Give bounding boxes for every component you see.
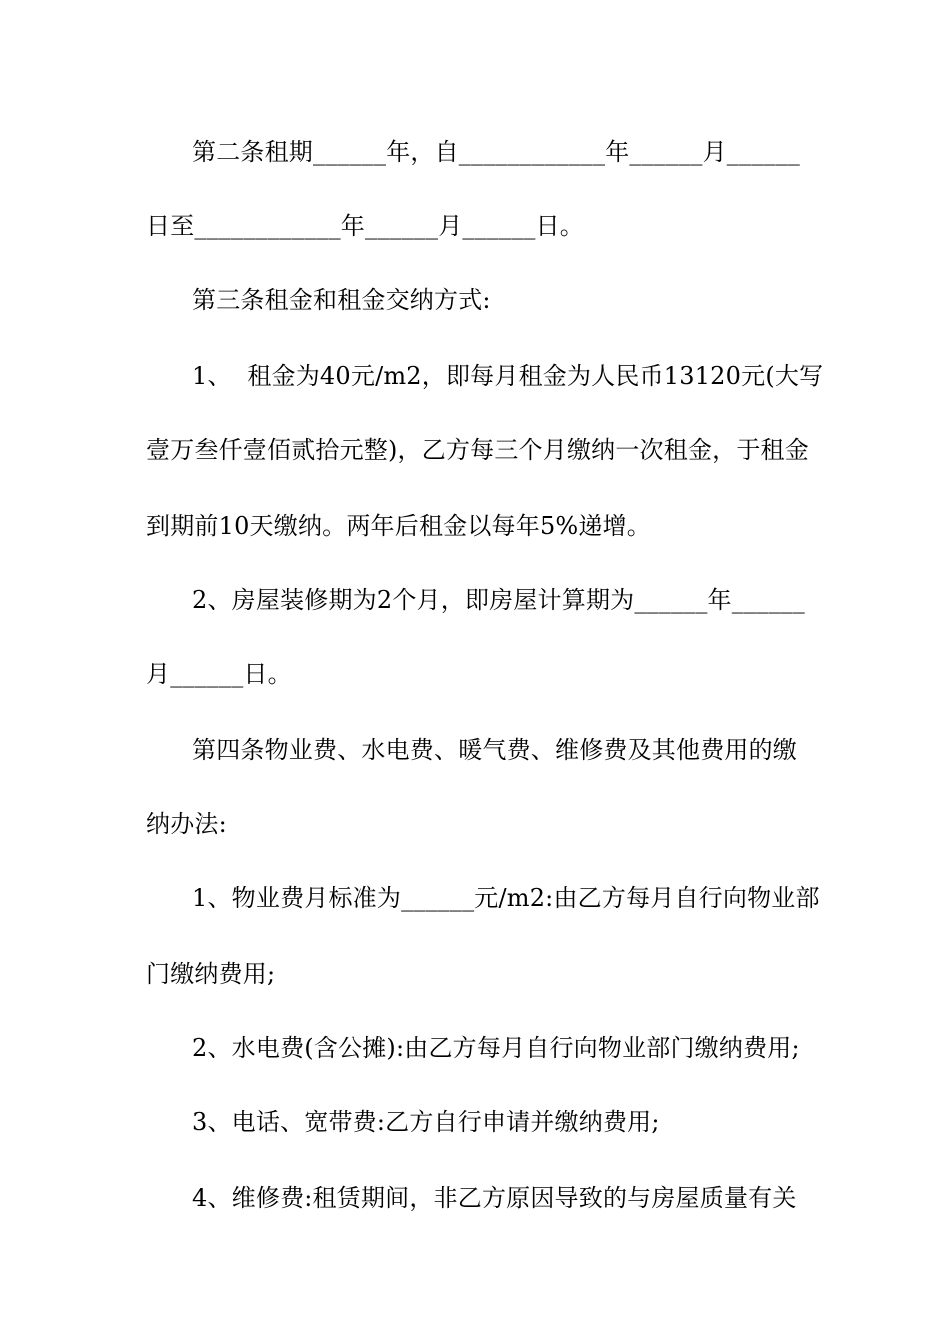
clause-2-term-line-2: 日至____________年______月______日。 [146,212,584,240]
clause-3-heading: 第三条租金和租金交纳方式: [192,286,491,314]
clause-3-item-1-line-1: 1、 租金为40元/m2，即每月租金为人民币13120元(大写 [192,362,824,390]
clause-4-item-1-line-2: 门缴纳费用; [146,960,276,988]
clause-4-heading-line-2: 纳办法: [146,810,227,838]
clause-4-item-3: 3、电话、宽带费:乙方自行申请并缴纳费用; [192,1108,660,1136]
clause-3-item-1-line-3: 到期前10天缴纳。两年后租金以每年5%递增。 [146,512,652,540]
clause-4-heading-line-1: 第四条物业费、水电费、暖气费、维修费及其他费用的缴 [192,736,797,764]
clause-4-item-2: 2、水电费(含公摊):由乙方每月自行向物业部门缴纳费用; [192,1034,800,1062]
clause-4-item-1-line-1: 1、物业费月标准为______元/m2:由乙方每月自行向物业部 [192,884,820,912]
clause-4-item-4-line-1: 4、维修费:租赁期间，非乙方原因导致的与房屋质量有关 [192,1184,797,1212]
clause-3-item-1-line-2: 壹万叁仟壹佰贰拾元整)，乙方每三个月缴纳一次租金，于租金 [146,436,809,464]
clause-3-item-2-line-2: 月______日。 [146,660,292,688]
clause-2-term-line-1: 第二条租期______年，自____________年______月______ [192,138,800,166]
clause-3-item-2-line-1: 2、房屋装修期为2个月，即房屋计算期为______年______ [192,586,805,614]
